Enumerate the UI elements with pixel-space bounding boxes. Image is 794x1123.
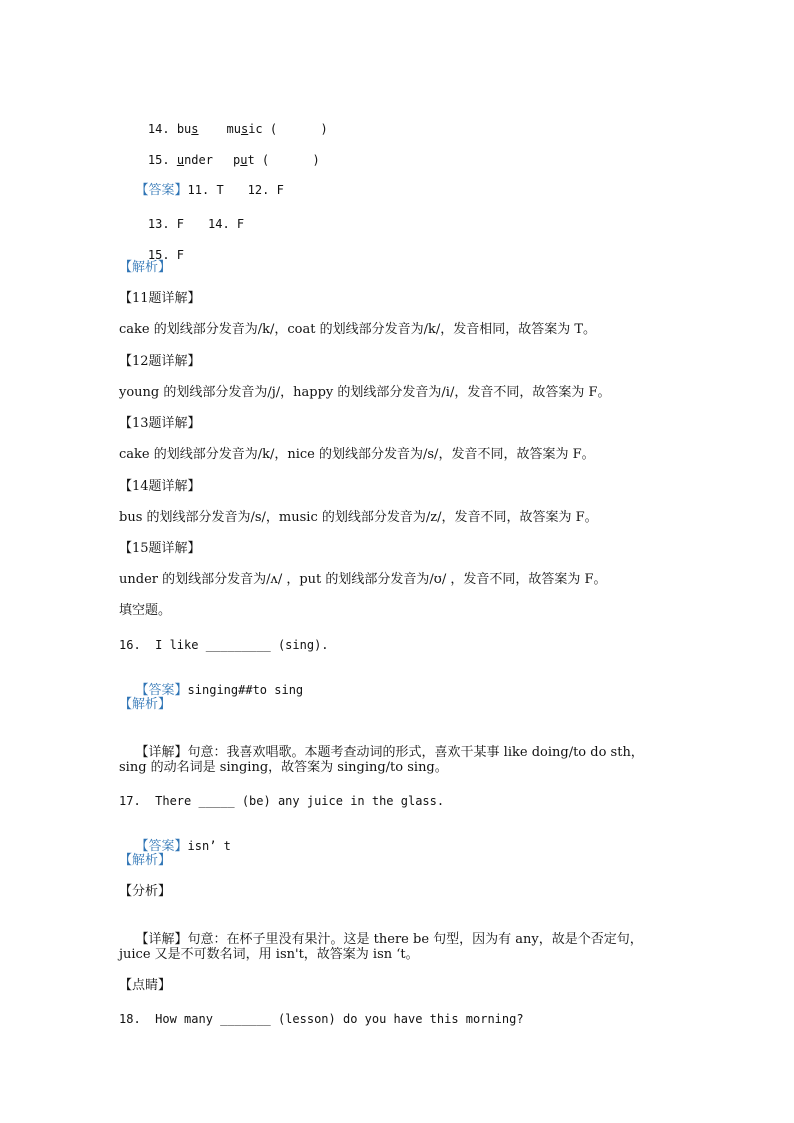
question-number: 14. — [147, 122, 170, 136]
detail-15-text: under 的划线部分发音为/ʌ/ ，put 的划线部分发音为/ʊ/ ，发音不同，故答案为 F。 — [119, 572, 607, 587]
question-17: 17. There _____ (be) any juice in the glass. — [119, 794, 445, 808]
answer-15: 15. F — [147, 248, 185, 262]
detail-tag: 【详解】 — [135, 745, 188, 760]
word-part: p — [232, 153, 241, 167]
underlined-letter: u — [176, 153, 185, 167]
detail-11-text: cake 的划线部分发音为/k/，coat 的划线部分发音为/k/，发音相同，故答案为 T。 — [119, 322, 597, 337]
key-point-tag: 【点睛】 — [119, 978, 172, 993]
underlined-letter: s — [240, 122, 249, 136]
detail-11-heading: 【11题详解】 — [119, 291, 201, 306]
analysis-tag: 【解析】 — [119, 697, 172, 712]
detail-tag: 【详解】 — [135, 932, 188, 947]
answer-value: isn’ t — [187, 839, 231, 853]
underlined-letter: s — [191, 122, 199, 136]
answer-tag: 【答案】 — [135, 839, 188, 854]
answer-tag: 【答案】 — [135, 183, 188, 198]
detail-text: 句意：在杯子里没有果汁。这是 there be 句型，因为有 any，故是个否定句， — [187, 932, 643, 947]
answer-value: singing##to sing — [187, 683, 304, 697]
detail-16-line-2: sing 的动名词是 singing，故答案为 singing/to sing。 — [119, 760, 448, 775]
word-part: mu — [226, 122, 241, 136]
analysis-tag: 【解析】 — [119, 853, 172, 868]
word-part: nder — [184, 153, 213, 167]
question-16: 16. I like _________ (sing). — [119, 638, 329, 652]
detail-14-heading: 【14题详解】 — [119, 479, 201, 494]
detail-text: 句意：我喜欢唱歌。本题考查动词的形式，喜欢干某事 like doing/to do sth， — [187, 745, 644, 760]
detail-13-heading: 【13题详解】 — [119, 416, 201, 431]
underlined-letter: u — [240, 153, 248, 167]
answer-12: 12. F — [247, 183, 284, 197]
question-18: 18. How many _______ (lesson) do you have this morning? — [119, 1012, 524, 1026]
detail-13-text: cake 的划线部分发音为/k/，nice 的划线部分发音为/s/，发音不同，故答案为 F。 — [119, 447, 595, 462]
answer-blank: ( ) — [269, 122, 328, 136]
word-part: bu — [176, 122, 192, 136]
detail-15-heading: 【15题详解】 — [119, 541, 201, 556]
detail-12-heading: 【12题详解】 — [119, 354, 201, 369]
word-part: t — [247, 153, 255, 167]
analysis-note-tag: 【分析】 — [119, 884, 172, 899]
detail-12-text: young 的划线部分发音为/j/，happy 的划线部分发音为/i/，发音不同，故答案为 F。 — [119, 385, 611, 400]
answer-blank: ( ) — [261, 153, 320, 167]
answer-14: 14. F — [208, 217, 245, 231]
answer-tag: 【答案】 — [135, 683, 188, 698]
detail-17-line-2: juice 又是不可数名词，用 isn't，故答案为 isn ‘t。 — [119, 947, 419, 962]
answer-13: 13. F — [147, 217, 185, 231]
section-heading: 填空题。 — [119, 603, 172, 618]
answer-11: 11. T — [187, 183, 224, 197]
detail-14-text: bus 的划线部分发音为/s/，music 的划线部分发音为/z/，发音不同，故答案为 F。 — [119, 510, 598, 525]
analysis-tag: 【解析】 — [119, 260, 172, 275]
word-part: ic — [248, 122, 263, 136]
question-number: 15. — [147, 153, 170, 167]
